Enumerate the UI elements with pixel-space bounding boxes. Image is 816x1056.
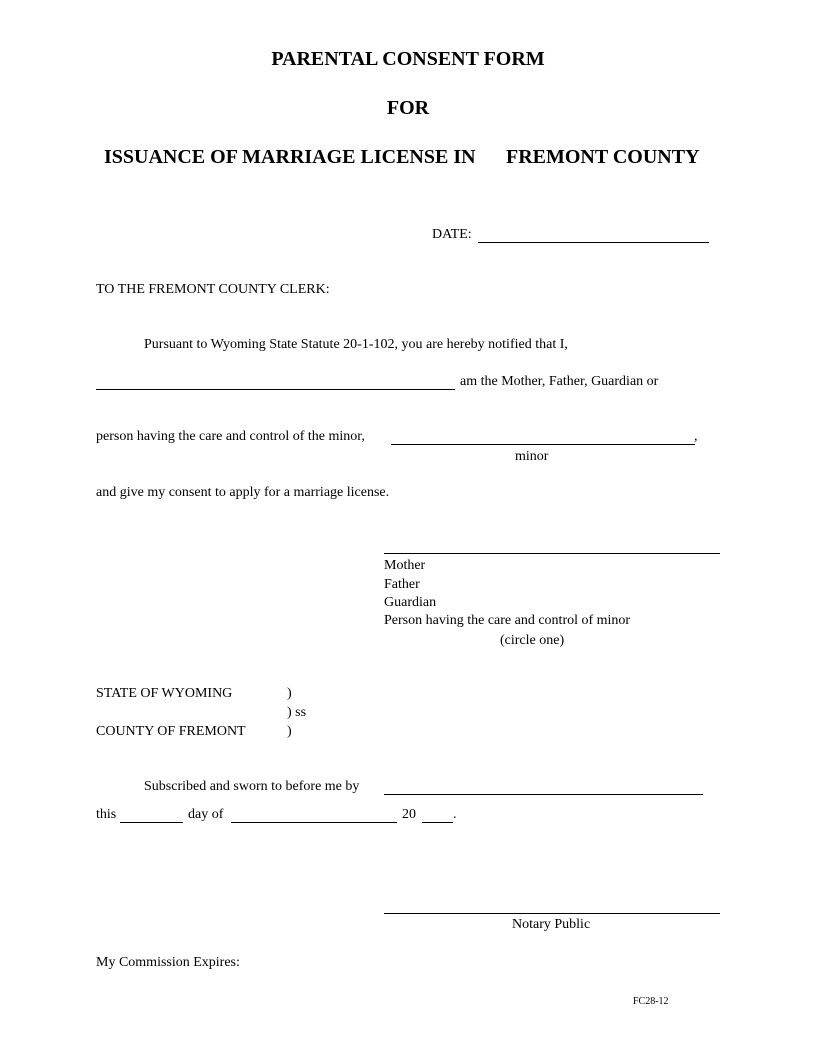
form-title-for: FOR	[386, 97, 430, 119]
form-title-issuance: ISSUANCE OF MARRIAGE LICENSE IN	[104, 146, 476, 168]
option-mother[interactable]: Mother	[384, 558, 426, 573]
care-comma: ,	[694, 429, 698, 444]
notary-label: Notary Public	[512, 917, 591, 932]
form-code: FC28-12	[633, 996, 669, 1007]
option-guardian[interactable]: Guardian	[384, 595, 437, 610]
form-title: PARENTAL CONSENT FORM	[271, 48, 545, 70]
form-title-county: FREMONT COUNTY	[506, 146, 700, 168]
venue-state: STATE OF WYOMING	[96, 686, 233, 701]
venue-paren-3: )	[287, 724, 292, 739]
option-father[interactable]: Father	[384, 577, 420, 592]
parent-name-field[interactable]	[96, 389, 455, 390]
commission-expires: My Commission Expires:	[96, 955, 240, 970]
year-field[interactable]	[422, 822, 453, 823]
jurat-this: this	[96, 807, 117, 822]
date-label: DATE:	[432, 227, 472, 242]
statement-intro: Pursuant to Wyoming State Statute 20-1-102, you are hereby notified that I,	[144, 337, 568, 352]
month-field[interactable]	[231, 822, 397, 823]
signature-line[interactable]	[384, 553, 720, 554]
notary-signature-line[interactable]	[384, 913, 720, 914]
care-text: person having the care and control of the minor,	[96, 429, 365, 444]
date-field[interactable]	[478, 242, 709, 243]
minor-caption: minor	[515, 449, 549, 464]
affiant-name-field[interactable]	[384, 794, 703, 795]
day-field[interactable]	[120, 822, 183, 823]
minor-name-field[interactable]	[391, 444, 695, 445]
salutation: TO THE FREMONT COUNTY CLERK:	[96, 282, 330, 297]
jurat-year-prefix: 20	[402, 807, 416, 822]
jurat-day-of: day of	[188, 807, 224, 822]
venue-county: COUNTY OF FREMONT	[96, 724, 246, 739]
venue-ss: ) ss	[287, 705, 307, 720]
relation-text: am the Mother, Father, Guardian or	[460, 374, 659, 389]
jurat-subscribed: Subscribed and sworn to before me by	[144, 779, 360, 794]
consent-text: and give my consent to apply for a marriage license.	[96, 485, 390, 500]
option-caretaker[interactable]: Person having the care and control of minor	[384, 613, 631, 628]
circle-note: (circle one)	[500, 633, 565, 648]
jurat-period: .	[453, 807, 457, 822]
venue-paren-1: )	[287, 686, 292, 701]
